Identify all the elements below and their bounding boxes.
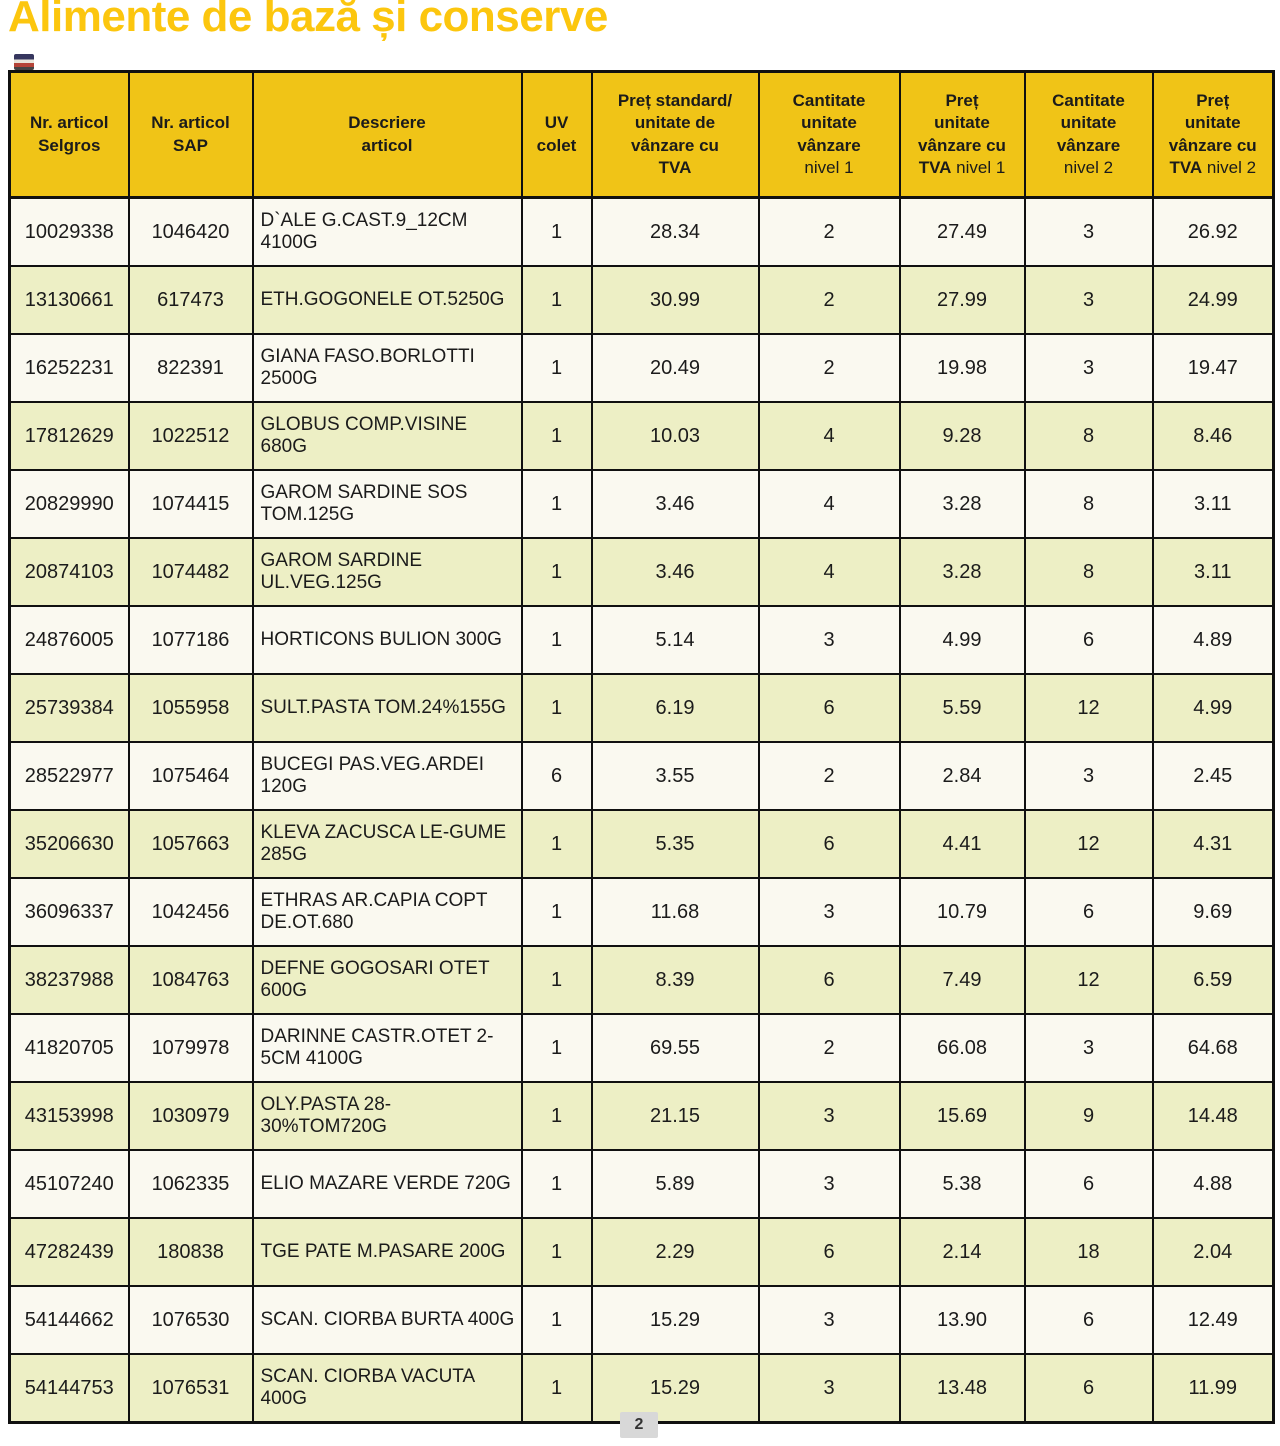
table-row xyxy=(10,402,1274,470)
cell-pret-tva-nivel2: 2.45 xyxy=(1153,742,1274,810)
cell-nr-articol-sap: 1077186 xyxy=(129,606,253,674)
cell-descriere-articol: GAROM SARDINE SOS TOM.125G xyxy=(253,470,522,538)
cell-nr-articol-sap: 1076530 xyxy=(129,1286,253,1354)
cell-uv-colet: 1 xyxy=(522,810,592,878)
cell-pret-tva-nivel1: 3.28 xyxy=(900,538,1025,606)
cell-descriere-articol: BUCEGI PAS.VEG.ARDEI 120G xyxy=(253,742,522,810)
cell-cantitate-nivel1: 6 xyxy=(759,674,900,742)
cell-cantitate-nivel1: 4 xyxy=(759,402,900,470)
table-row xyxy=(10,1014,1274,1082)
cell-cantitate-nivel2: 6 xyxy=(1025,1150,1153,1218)
cell-uv-colet: 1 xyxy=(522,198,592,267)
cell-pret-standard-tva: 20.49 xyxy=(592,334,759,402)
cell-nr-articol-sap: 1046420 xyxy=(129,198,253,267)
table-row xyxy=(10,742,1274,810)
cell-nr-articol-selgros: 36096337 xyxy=(10,878,129,946)
cell-nr-articol-selgros: 24876005 xyxy=(10,606,129,674)
cell-pret-tva-nivel1: 2.14 xyxy=(900,1218,1025,1286)
cell-pret-tva-nivel1: 4.41 xyxy=(900,810,1025,878)
cell-pret-standard-tva: 28.34 xyxy=(592,198,759,267)
cell-uv-colet: 1 xyxy=(522,1014,592,1082)
table-row xyxy=(10,878,1274,946)
cell-cantitate-nivel1: 2 xyxy=(759,742,900,810)
cell-pret-tva-nivel1: 10.79 xyxy=(900,878,1025,946)
cell-pret-tva-nivel1: 19.98 xyxy=(900,334,1025,402)
cell-descriere-articol: SCAN. CIORBA BURTA 400G xyxy=(253,1286,522,1354)
cell-pret-tva-nivel1: 27.99 xyxy=(900,266,1025,334)
cell-nr-articol-selgros: 35206630 xyxy=(10,810,129,878)
cell-pret-tva-nivel2: 4.31 xyxy=(1153,810,1274,878)
cell-cantitate-nivel1: 2 xyxy=(759,334,900,402)
cell-nr-articol-selgros: 54144753 xyxy=(10,1354,129,1423)
cell-pret-tva-nivel2: 24.99 xyxy=(1153,266,1274,334)
cell-nr-articol-selgros: 20874103 xyxy=(10,538,129,606)
cell-cantitate-nivel2: 3 xyxy=(1025,742,1153,810)
cell-pret-tva-nivel1: 3.28 xyxy=(900,470,1025,538)
header-cell-pret-tva-nivel1: Preț unitate vânzare cu TVA nivel 1 xyxy=(900,72,1025,198)
header-cell-nr-articol-selgros: Nr. articol Selgros xyxy=(10,72,129,198)
table-row xyxy=(10,470,1274,538)
table-row xyxy=(10,606,1274,674)
table-row xyxy=(10,946,1274,1014)
cell-descriere-articol: ETH.GOGONELE OT.5250G xyxy=(253,266,522,334)
cell-cantitate-nivel1: 3 xyxy=(759,1286,900,1354)
cell-pret-standard-tva: 3.55 xyxy=(592,742,759,810)
cell-cantitate-nivel1: 3 xyxy=(759,1082,900,1150)
cell-pret-tva-nivel1: 9.28 xyxy=(900,402,1025,470)
cell-pret-standard-tva: 69.55 xyxy=(592,1014,759,1082)
cell-pret-tva-nivel1: 13.90 xyxy=(900,1286,1025,1354)
cell-cantitate-nivel2: 12 xyxy=(1025,810,1153,878)
cell-pret-tva-nivel1: 7.49 xyxy=(900,946,1025,1014)
cell-nr-articol-sap: 1074415 xyxy=(129,470,253,538)
cell-descriere-articol: GIANA FASO.BORLOTTI 2500G xyxy=(253,334,522,402)
cell-pret-standard-tva: 21.15 xyxy=(592,1082,759,1150)
cell-pret-tva-nivel2: 3.11 xyxy=(1153,538,1274,606)
cell-uv-colet: 1 xyxy=(522,470,592,538)
cell-nr-articol-sap: 1030979 xyxy=(129,1082,253,1150)
cell-nr-articol-sap: 1075464 xyxy=(129,742,253,810)
cell-descriere-articol: D`ALE G.CAST.9_12CM 4100G xyxy=(253,198,522,267)
cell-nr-articol-sap: 1079978 xyxy=(129,1014,253,1082)
cell-pret-standard-tva: 3.46 xyxy=(592,538,759,606)
cell-pret-tva-nivel2: 14.48 xyxy=(1153,1082,1274,1150)
table-row xyxy=(10,1218,1274,1286)
cell-nr-articol-sap: 180838 xyxy=(129,1218,253,1286)
cell-pret-standard-tva: 5.89 xyxy=(592,1150,759,1218)
cell-pret-tva-nivel1: 27.49 xyxy=(900,198,1025,267)
table-row xyxy=(10,266,1274,334)
cell-cantitate-nivel1: 4 xyxy=(759,470,900,538)
cell-uv-colet: 1 xyxy=(522,1354,592,1423)
cell-nr-articol-sap: 1057663 xyxy=(129,810,253,878)
cell-pret-standard-tva: 8.39 xyxy=(592,946,759,1014)
cell-cantitate-nivel2: 18 xyxy=(1025,1218,1153,1286)
cell-descriere-articol: DEFNE GOGOSARI OTET 600G xyxy=(253,946,522,1014)
cell-pret-tva-nivel2: 9.69 xyxy=(1153,878,1274,946)
cell-pret-tva-nivel1: 4.99 xyxy=(900,606,1025,674)
cell-nr-articol-selgros: 25739384 xyxy=(10,674,129,742)
cell-cantitate-nivel2: 6 xyxy=(1025,1286,1153,1354)
cell-cantitate-nivel1: 2 xyxy=(759,266,900,334)
cell-uv-colet: 1 xyxy=(522,674,592,742)
cell-cantitate-nivel1: 2 xyxy=(759,198,900,267)
page-number-badge: 2 xyxy=(620,1412,658,1438)
cell-nr-articol-sap: 822391 xyxy=(129,334,253,402)
cell-nr-articol-sap: 1084763 xyxy=(129,946,253,1014)
cell-nr-articol-selgros: 47282439 xyxy=(10,1218,129,1286)
cell-pret-standard-tva: 6.19 xyxy=(592,674,759,742)
cell-cantitate-nivel2: 8 xyxy=(1025,402,1153,470)
cell-nr-articol-selgros: 13130661 xyxy=(10,266,129,334)
table-row xyxy=(10,198,1274,267)
cell-nr-articol-selgros: 17812629 xyxy=(10,402,129,470)
cell-uv-colet: 1 xyxy=(522,1286,592,1354)
cell-nr-articol-sap: 1022512 xyxy=(129,402,253,470)
cell-pret-tva-nivel2: 4.88 xyxy=(1153,1150,1274,1218)
cell-pret-tva-nivel1: 5.59 xyxy=(900,674,1025,742)
cell-cantitate-nivel2: 8 xyxy=(1025,538,1153,606)
cell-pret-tva-nivel2: 19.47 xyxy=(1153,334,1274,402)
cell-uv-colet: 6 xyxy=(522,742,592,810)
cell-descriere-articol: GAROM SARDINE UL.VEG.125G xyxy=(253,538,522,606)
cell-descriere-articol: HORTICONS BULION 300G xyxy=(253,606,522,674)
table-header xyxy=(10,72,1274,198)
cell-pret-standard-tva: 5.35 xyxy=(592,810,759,878)
cell-cantitate-nivel2: 9 xyxy=(1025,1082,1153,1150)
cell-pret-tva-nivel1: 15.69 xyxy=(900,1082,1025,1150)
cell-pret-tva-nivel2: 3.11 xyxy=(1153,470,1274,538)
cell-descriere-articol: SCAN. CIORBA VACUTA 400G xyxy=(253,1354,522,1423)
cell-nr-articol-selgros: 28522977 xyxy=(10,742,129,810)
cell-pret-standard-tva: 30.99 xyxy=(592,266,759,334)
cell-descriere-articol: TGE PATE M.PASARE 200G xyxy=(253,1218,522,1286)
cell-pret-tva-nivel1: 66.08 xyxy=(900,1014,1025,1082)
cell-cantitate-nivel2: 6 xyxy=(1025,878,1153,946)
cell-uv-colet: 1 xyxy=(522,334,592,402)
cell-pret-tva-nivel2: 6.59 xyxy=(1153,946,1274,1014)
table-row xyxy=(10,334,1274,402)
cell-cantitate-nivel1: 3 xyxy=(759,878,900,946)
cell-uv-colet: 1 xyxy=(522,266,592,334)
cell-cantitate-nivel2: 3 xyxy=(1025,334,1153,402)
cell-nr-articol-selgros: 45107240 xyxy=(10,1150,129,1218)
cell-pret-standard-tva: 10.03 xyxy=(592,402,759,470)
cell-cantitate-nivel1: 6 xyxy=(759,1218,900,1286)
cell-descriere-articol: OLY.PASTA 28-30%TOM720G xyxy=(253,1082,522,1150)
cell-descriere-articol: ETHRAS AR.CAPIA COPT DE.OT.680 xyxy=(253,878,522,946)
cell-cantitate-nivel2: 6 xyxy=(1025,606,1153,674)
cell-cantitate-nivel2: 12 xyxy=(1025,946,1153,1014)
cell-uv-colet: 1 xyxy=(522,878,592,946)
header-cell-cantitate-nivel1: Cantitate unitate vânzare nivel 1 xyxy=(759,72,900,198)
cell-descriere-articol: ELIO MAZARE VERDE 720G xyxy=(253,1150,522,1218)
cell-nr-articol-selgros: 54144662 xyxy=(10,1286,129,1354)
cell-nr-articol-sap: 617473 xyxy=(129,266,253,334)
cell-nr-articol-selgros: 16252231 xyxy=(10,334,129,402)
header-cell-pret-tva-nivel2: Preț unitate vânzare cu TVA nivel 2 xyxy=(1153,72,1274,198)
cell-pret-standard-tva: 11.68 xyxy=(592,878,759,946)
table-row xyxy=(10,1082,1274,1150)
cell-nr-articol-sap: 1074482 xyxy=(129,538,253,606)
cell-descriere-articol: GLOBUS COMP.VISINE 680G xyxy=(253,402,522,470)
header-cell-descriere-articol: Descriere articol xyxy=(253,72,522,198)
cell-nr-articol-sap: 1076531 xyxy=(129,1354,253,1423)
header-cell-pret-standard-tva: Preț standard/ unitate de vânzare cu TVA xyxy=(592,72,759,198)
cell-pret-tva-nivel2: 2.04 xyxy=(1153,1218,1274,1286)
header-cell-uv-colet: UV colet xyxy=(522,72,592,198)
table-row xyxy=(10,1286,1274,1354)
cell-cantitate-nivel1: 6 xyxy=(759,810,900,878)
cell-nr-articol-selgros: 38237988 xyxy=(10,946,129,1014)
cell-nr-articol-selgros: 20829990 xyxy=(10,470,129,538)
cell-cantitate-nivel1: 4 xyxy=(759,538,900,606)
cell-uv-colet: 1 xyxy=(522,606,592,674)
cell-cantitate-nivel1: 3 xyxy=(759,1354,900,1423)
header-cell-nr-articol-sap: Nr. articol SAP xyxy=(129,72,253,198)
cell-uv-colet: 1 xyxy=(522,402,592,470)
cell-pret-tva-nivel2: 4.89 xyxy=(1153,606,1274,674)
cell-pret-standard-tva: 15.29 xyxy=(592,1286,759,1354)
cell-descriere-articol: SULT.PASTA TOM.24%155G xyxy=(253,674,522,742)
cell-pret-tva-nivel2: 4.99 xyxy=(1153,674,1274,742)
cell-cantitate-nivel1: 6 xyxy=(759,946,900,1014)
cell-pret-tva-nivel1: 5.38 xyxy=(900,1150,1025,1218)
cell-pret-tva-nivel2: 64.68 xyxy=(1153,1014,1274,1082)
table-row xyxy=(10,1150,1274,1218)
cell-pret-tva-nivel1: 2.84 xyxy=(900,742,1025,810)
price-table xyxy=(8,70,1275,1424)
cell-nr-articol-sap: 1055958 xyxy=(129,674,253,742)
table-row xyxy=(10,674,1274,742)
cell-pret-tva-nivel2: 26.92 xyxy=(1153,198,1274,267)
cell-cantitate-nivel2: 12 xyxy=(1025,674,1153,742)
cell-nr-articol-selgros: 41820705 xyxy=(10,1014,129,1082)
cell-pret-tva-nivel2: 11.99 xyxy=(1153,1354,1274,1423)
title-marker-icon xyxy=(14,54,34,70)
cell-uv-colet: 1 xyxy=(522,538,592,606)
cell-cantitate-nivel2: 8 xyxy=(1025,470,1153,538)
cell-nr-articol-selgros: 10029338 xyxy=(10,198,129,267)
table-row xyxy=(10,538,1274,606)
cell-cantitate-nivel2: 3 xyxy=(1025,1014,1153,1082)
cell-pret-tva-nivel2: 12.49 xyxy=(1153,1286,1274,1354)
cell-uv-colet: 1 xyxy=(522,1218,592,1286)
cell-descriere-articol: DARINNE CASTR.OTET 2-5CM 4100G xyxy=(253,1014,522,1082)
cell-uv-colet: 1 xyxy=(522,1150,592,1218)
cell-cantitate-nivel1: 3 xyxy=(759,606,900,674)
cell-nr-articol-sap: 1062335 xyxy=(129,1150,253,1218)
table-row xyxy=(10,810,1274,878)
cell-pret-standard-tva: 15.29 xyxy=(592,1354,759,1423)
header-cell-cantitate-nivel2: Cantitate unitate vânzare nivel 2 xyxy=(1025,72,1153,198)
cell-pret-standard-tva: 5.14 xyxy=(592,606,759,674)
cell-pret-tva-nivel2: 8.46 xyxy=(1153,402,1274,470)
page-title: Alimente de bază și conserve xyxy=(8,0,608,41)
cell-uv-colet: 1 xyxy=(522,946,592,1014)
cell-nr-articol-selgros: 43153998 xyxy=(10,1082,129,1150)
cell-nr-articol-sap: 1042456 xyxy=(129,878,253,946)
cell-descriere-articol: KLEVA ZACUSCA LE-GUME 285G xyxy=(253,810,522,878)
cell-pret-standard-tva: 2.29 xyxy=(592,1218,759,1286)
cell-pret-tva-nivel1: 13.48 xyxy=(900,1354,1025,1423)
cell-cantitate-nivel1: 2 xyxy=(759,1014,900,1082)
cell-cantitate-nivel2: 3 xyxy=(1025,198,1153,267)
cell-cantitate-nivel1: 3 xyxy=(759,1150,900,1218)
cell-cantitate-nivel2: 6 xyxy=(1025,1354,1153,1423)
cell-uv-colet: 1 xyxy=(522,1082,592,1150)
cell-cantitate-nivel2: 3 xyxy=(1025,266,1153,334)
cell-pret-standard-tva: 3.46 xyxy=(592,470,759,538)
